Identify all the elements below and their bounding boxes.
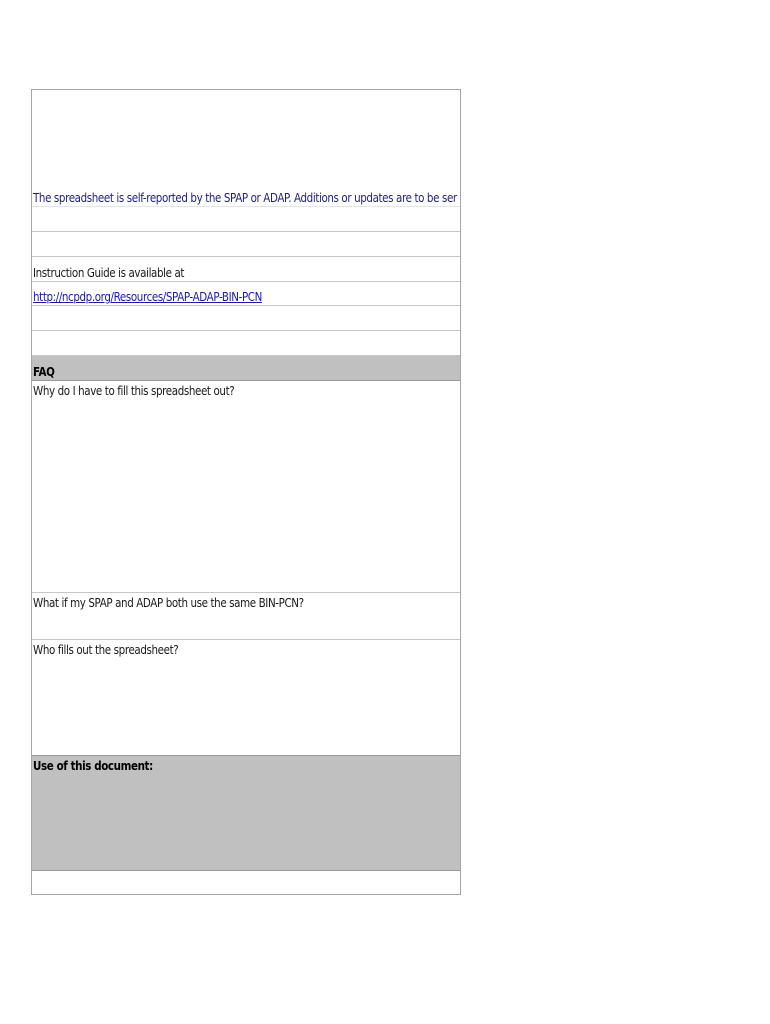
empty-row[interactable] xyxy=(32,331,460,356)
empty-row[interactable] xyxy=(32,871,460,894)
faq-question: Why do I have to fill this spreadsheet out? xyxy=(33,384,235,398)
faq-header-row[interactable] xyxy=(32,356,460,381)
empty-row[interactable] xyxy=(32,207,460,232)
faq-question: What if my SPAP and ADAP both use the same BIN-PCN? xyxy=(33,596,304,610)
faq-question-row[interactable] xyxy=(32,593,460,640)
intro-row[interactable] xyxy=(32,90,460,207)
empty-row[interactable] xyxy=(32,232,460,257)
faq-question-row[interactable] xyxy=(32,640,460,756)
faq-heading: FAQ xyxy=(33,365,55,379)
instruction-link-row[interactable] xyxy=(32,282,460,306)
spreadsheet-sheet xyxy=(31,89,461,895)
faq-question: Who fills out the spreadsheet? xyxy=(33,643,179,657)
intro-text: The spreadsheet is self-reported by the SPAP or ADAP. Additions or updates are to be ser xyxy=(33,191,457,205)
usage-heading: Use of this document: xyxy=(33,759,153,773)
faq-question-row[interactable] xyxy=(32,381,460,593)
instruction-guide-row[interactable] xyxy=(32,257,460,282)
empty-row[interactable] xyxy=(32,306,460,331)
usage-header-row[interactable] xyxy=(32,756,460,871)
instruction-guide-label: Instruction Guide is available at xyxy=(33,266,185,280)
instruction-guide-link[interactable]: http://ncpdp.org/Resources/SPAP-ADAP-BIN-PCN xyxy=(33,290,262,304)
